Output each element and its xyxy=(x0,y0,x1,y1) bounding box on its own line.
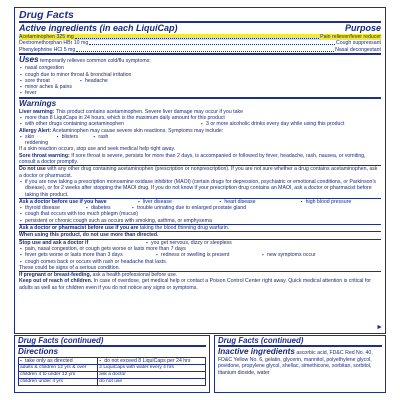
allergy-after-text: If a skin reaction occurs, stop use and seek medical help right away. xyxy=(19,146,176,153)
directions-cell: children 4 to under 12 yrs xyxy=(19,372,98,379)
directions-cell: 2 LiquiCaps with water every 4 hrs xyxy=(98,365,206,372)
stop-use-item: ▪ redness or swelling is present xyxy=(155,252,261,258)
table-row xyxy=(19,365,206,372)
active-ingredients-label: Active ingredients (in each LiquiCap) xyxy=(19,23,178,33)
sore-throat-text: If sore throat is severe, persists for more than 2 days, is accompanied or followed by fever, headache, rash, nausea, or vomiting, consult a doctor promptly. xyxy=(19,152,366,166)
when-using-label: When using this product, do not use more than directed. xyxy=(19,232,159,239)
drug-facts-title: Drug Facts xyxy=(19,9,74,21)
do-not-use-text: with any other drug containing acetaminophen (prescription or nonprescription). If you are not sure whether a drug contains acetaminophen, ask a doctor or pharmacist. xyxy=(19,166,378,179)
ingredient-purpose: Cough suppressant xyxy=(336,40,381,47)
inactive-text: ascorbic acid, FD&C Red No. 40, FD&C Yellow No. 6, gelatin, glycerin, mannitol, polyethylene glycol, povidone, propylene glycol, shellac, simethicone, sorbitan, sorbitol, titanium dioxide, water xyxy=(218,350,373,376)
maoi-item: ▪ if you are now taking a prescription monoamine oxidase inhibitor (MAOI) (certain drugs for depression, psychiatric or emotional conditions, or Parkinson's disease), or for 2 weeks after stopping the MAOI drug. If you do not know if your prescription drug contains an MAOI, ask a doctor or pharmacist before taking this product. xyxy=(19,179,381,198)
ask-doctor-item: ▪ trouble urinating due to enlarged prostate gland xyxy=(131,205,381,211)
ingredient-purpose: Pain reliever/fever reducer xyxy=(320,34,381,40)
ask-pharmacist-text: taking the blood thinning drug warfarin. xyxy=(139,225,230,232)
directions-cell: adults & children 12 yrs & over xyxy=(19,365,98,372)
stop-use-item: ▪ fever gets worse or lasts more than 3 days xyxy=(19,252,155,258)
allergy-alert-label: Allergy Alert: xyxy=(19,127,52,134)
ask-doctor-item: ▪ diabetes xyxy=(85,205,131,211)
uses-item: ▪ cough due to minor throat & bronchial irritation xyxy=(19,72,381,78)
uses-item: ▪ minor aches & pains xyxy=(19,84,381,90)
keep-out-label: Keep out of reach of children. xyxy=(19,278,93,285)
ask-doctor-item: ▪ heart disease xyxy=(218,199,299,205)
ask-pharmacist-label: Ask a doctor or pharmacist before use if you are xyxy=(19,225,139,232)
directions-panel xyxy=(14,335,210,393)
uses-label: Uses xyxy=(19,55,39,65)
table-row xyxy=(19,358,206,365)
stop-use-item: ▪ cough comes back or occurs with rash or headache that lasts. xyxy=(19,259,381,265)
keep-out-text: In case of overdose, get medical help or contact a Poison Control Center right away. Quick medical attention is critical for adults as well as for children even if you do not notice any signs or symptoms. xyxy=(19,278,371,291)
ingredient-name: Dextromethorphan HBr 10 mg xyxy=(19,40,89,47)
allergy-item: ▪ rash xyxy=(92,134,129,147)
liver-warning-text: This product contains acetaminophen. Severe liver damage may occur if you take xyxy=(55,108,243,115)
inactive-continued-title: Drug Facts (continued) xyxy=(218,336,304,345)
warnings-label: Warnings xyxy=(19,98,57,108)
liver-item: ▪ 3 or more alcoholic drinks every day while using this product xyxy=(200,121,381,127)
uses-item: ▪ fever xyxy=(19,90,381,96)
allergy-alert-text: Acetaminophen may cause severe skin reactions. Symptoms may include: xyxy=(52,127,224,134)
ask-doctor-item: ▪ thyroid disease xyxy=(19,205,85,211)
active-ingredients-header xyxy=(19,23,381,34)
pregnant-label: If pregnant or breast-feeding, xyxy=(19,272,92,279)
allergy-item: ▪ skin reddening xyxy=(19,134,56,147)
directions-cell: do not use xyxy=(98,379,206,386)
allergy-item: ▪ blisters xyxy=(56,134,93,147)
inactive-label: Inactive ingredients xyxy=(218,347,295,356)
stop-use-item: ▪ you get nervous, dizzy or sleepless xyxy=(145,240,232,246)
ingredient-purpose: Nasal decongestant xyxy=(335,46,381,53)
inactive-ingredients-panel xyxy=(214,335,386,393)
ask-doctor-item: ▪ cough that occurs with too much phlegm (mucus) xyxy=(19,211,381,217)
uses-item: ▪ headache xyxy=(79,78,139,84)
ask-doctor-item: ▪ high blood pressure xyxy=(300,199,381,205)
directions-label: Directions xyxy=(18,347,59,356)
stop-use-after: These could be signs of a serious condition. xyxy=(19,264,120,271)
purpose-label: Purpose xyxy=(344,23,381,33)
directions-cell: ask a doctor xyxy=(98,372,206,379)
liver-item: ▪ more than 8 LiquiCaps in 24 hours, which is the maximum daily amount for this product xyxy=(19,115,381,121)
warnings-section xyxy=(19,99,381,291)
ask-doctor-label: Ask a doctor before use if you have xyxy=(19,198,107,205)
liver-warning-label: Liver warning: xyxy=(19,108,55,115)
directions-continued-title: Drug Facts (continued) xyxy=(18,336,104,345)
uses-intro: temporarily relieves common cold/flu symptoms: xyxy=(40,58,151,65)
stop-use-item: ▪ pain, nasal congestion, or cough gets worse or lasts more than 7 days xyxy=(19,246,381,252)
pregnant-text: ask a health professional before use. xyxy=(92,272,178,279)
uses-item: ▪ nasal congestion xyxy=(19,65,381,71)
uses-item: ▪ sore throat xyxy=(19,78,79,84)
stop-use-item: ▪ new symptoms occur xyxy=(261,252,381,258)
directions-cell: ▪ take only as directed xyxy=(19,358,98,365)
do-not-use-label: Do not use xyxy=(19,166,46,173)
liver-item: ▪ with other drugs containing acetaminophen xyxy=(19,121,200,127)
drug-facts-panel xyxy=(14,7,386,334)
ingredient-name: Acetaminophen 325 mg xyxy=(19,34,74,40)
directions-table xyxy=(18,357,206,386)
ingredient-name: Phenylephrine HCl 5 mg xyxy=(19,46,76,53)
directions-cell: ▪ do not exceed 8 LiquiCaps per 24 hrs xyxy=(98,358,206,365)
continue-arrow-icon: ► xyxy=(376,324,383,331)
ask-doctor-item: ▪ persistent or chronic cough such as occurs with smoking, asthma, or emphysema xyxy=(19,218,381,224)
table-row xyxy=(19,372,206,379)
stop-use-label: Stop use and ask a doctor if xyxy=(19,239,89,246)
ask-doctor-item: ▪ liver disease xyxy=(137,199,218,205)
uses-section xyxy=(19,55,381,96)
sore-throat-label: Sore throat warning: xyxy=(19,152,70,159)
directions-cell: children under 4 yrs xyxy=(19,379,98,386)
table-row xyxy=(19,379,206,386)
